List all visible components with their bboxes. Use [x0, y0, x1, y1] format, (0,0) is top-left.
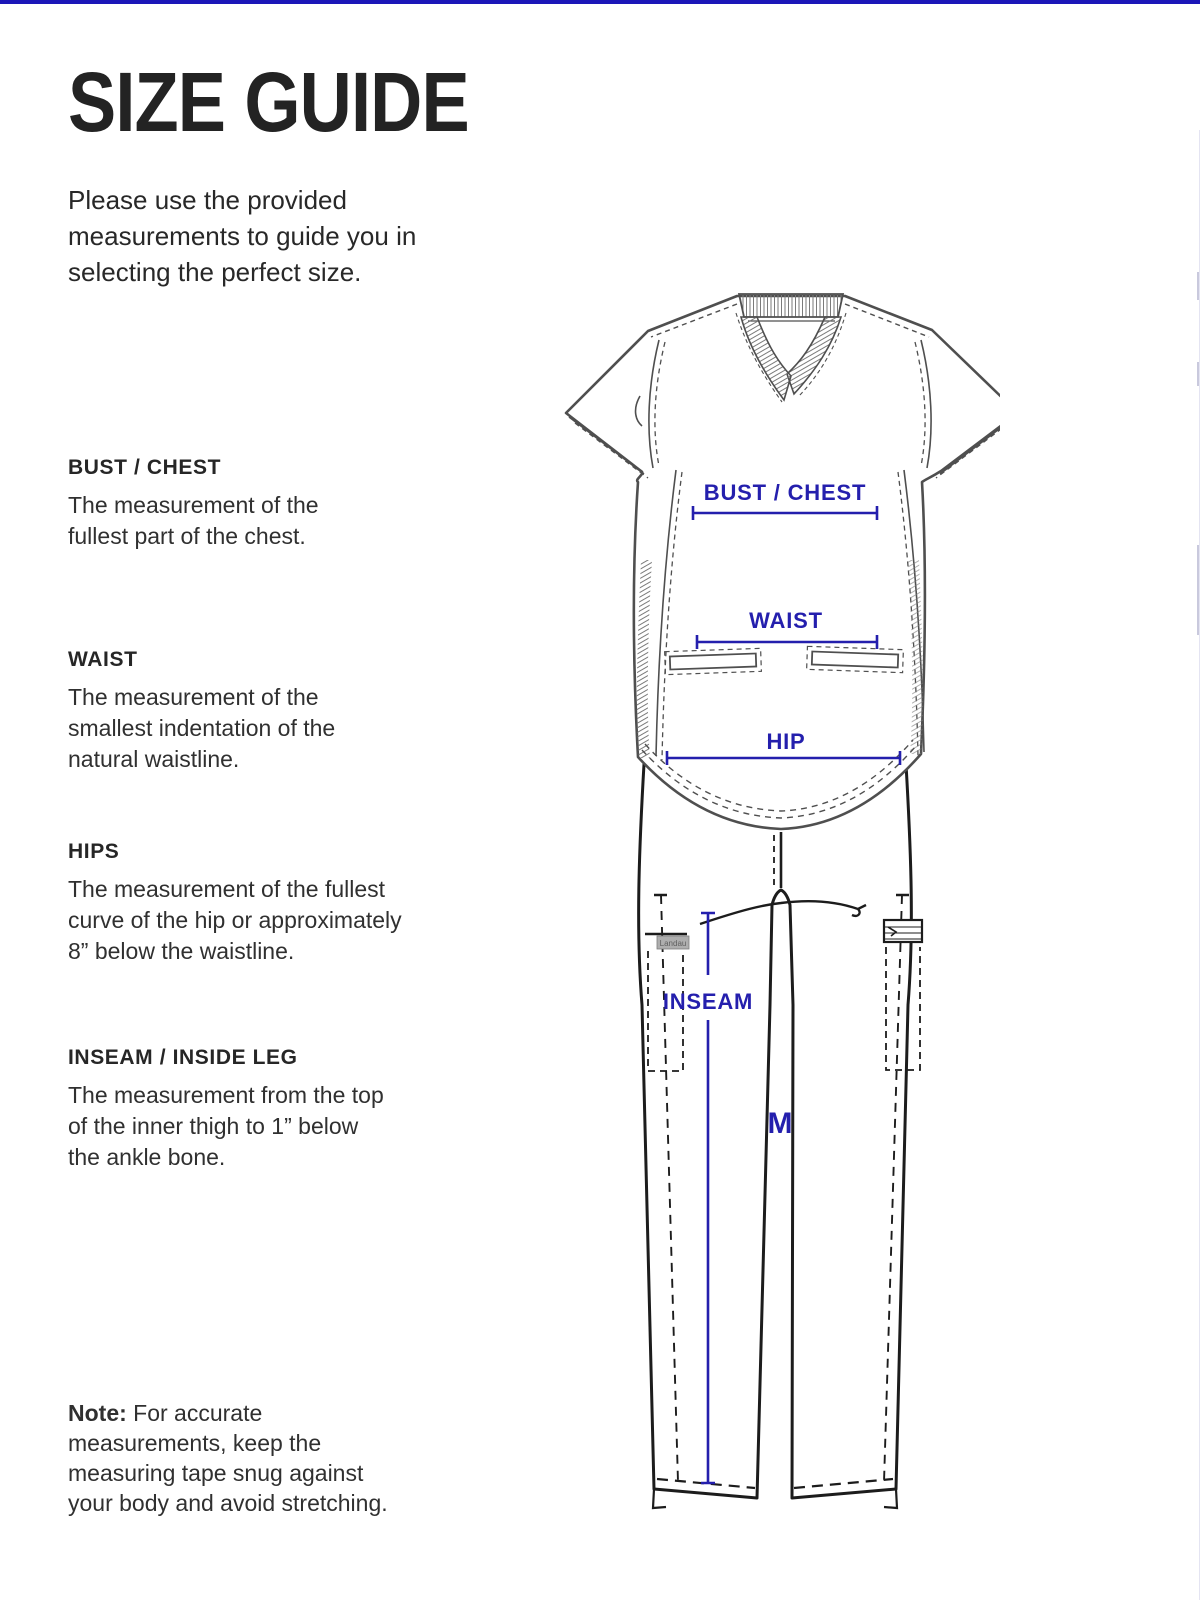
section-heading: HIPS	[68, 840, 120, 863]
section-hips	[68, 840, 538, 967]
right-edge-artifact	[1197, 545, 1199, 635]
section-heading: BUST / CHEST	[68, 456, 222, 479]
size-diagram	[540, 280, 1000, 1520]
svg-text:Landau: Landau	[659, 939, 687, 948]
section-body: The measurement of the fullest curve of the hip or approximately 8” below the waistline.	[68, 876, 402, 964]
section-heading: INSEAM / INSIDE LEG	[68, 1046, 298, 1069]
note-label: Note:	[68, 1400, 127, 1426]
section-inseam	[68, 1046, 538, 1173]
waist-label: WAIST	[749, 608, 823, 633]
page-title: SIZE GUIDE	[68, 55, 469, 149]
top-accent-border	[0, 0, 1200, 4]
section-body: The measurement of the smallest indentation of the natural waistline.	[68, 684, 336, 772]
right-edge-artifact	[1197, 272, 1199, 300]
right-edge-artifact	[1197, 362, 1199, 386]
note-text: Note: For accurate measurements, keep the measuring tape snug against your body and avoid stretching.	[68, 1400, 388, 1516]
section-bust-chest	[68, 456, 538, 552]
section-heading: WAIST	[68, 648, 138, 671]
inseam-label: INSEAM	[662, 989, 754, 1014]
section-body: The measurement of the fullest part of the chest.	[68, 492, 319, 549]
size-letter: M	[767, 1107, 793, 1140]
bust-label: BUST / CHEST	[703, 480, 867, 505]
intro-text: Please use the provided measurements to guide you in selecting the perfect size.	[68, 185, 417, 287]
hip-label: HIP	[766, 729, 806, 754]
section-waist	[68, 648, 538, 775]
section-body: The measurement from the top of the inner thigh to 1” below the ankle bone.	[68, 1082, 384, 1170]
